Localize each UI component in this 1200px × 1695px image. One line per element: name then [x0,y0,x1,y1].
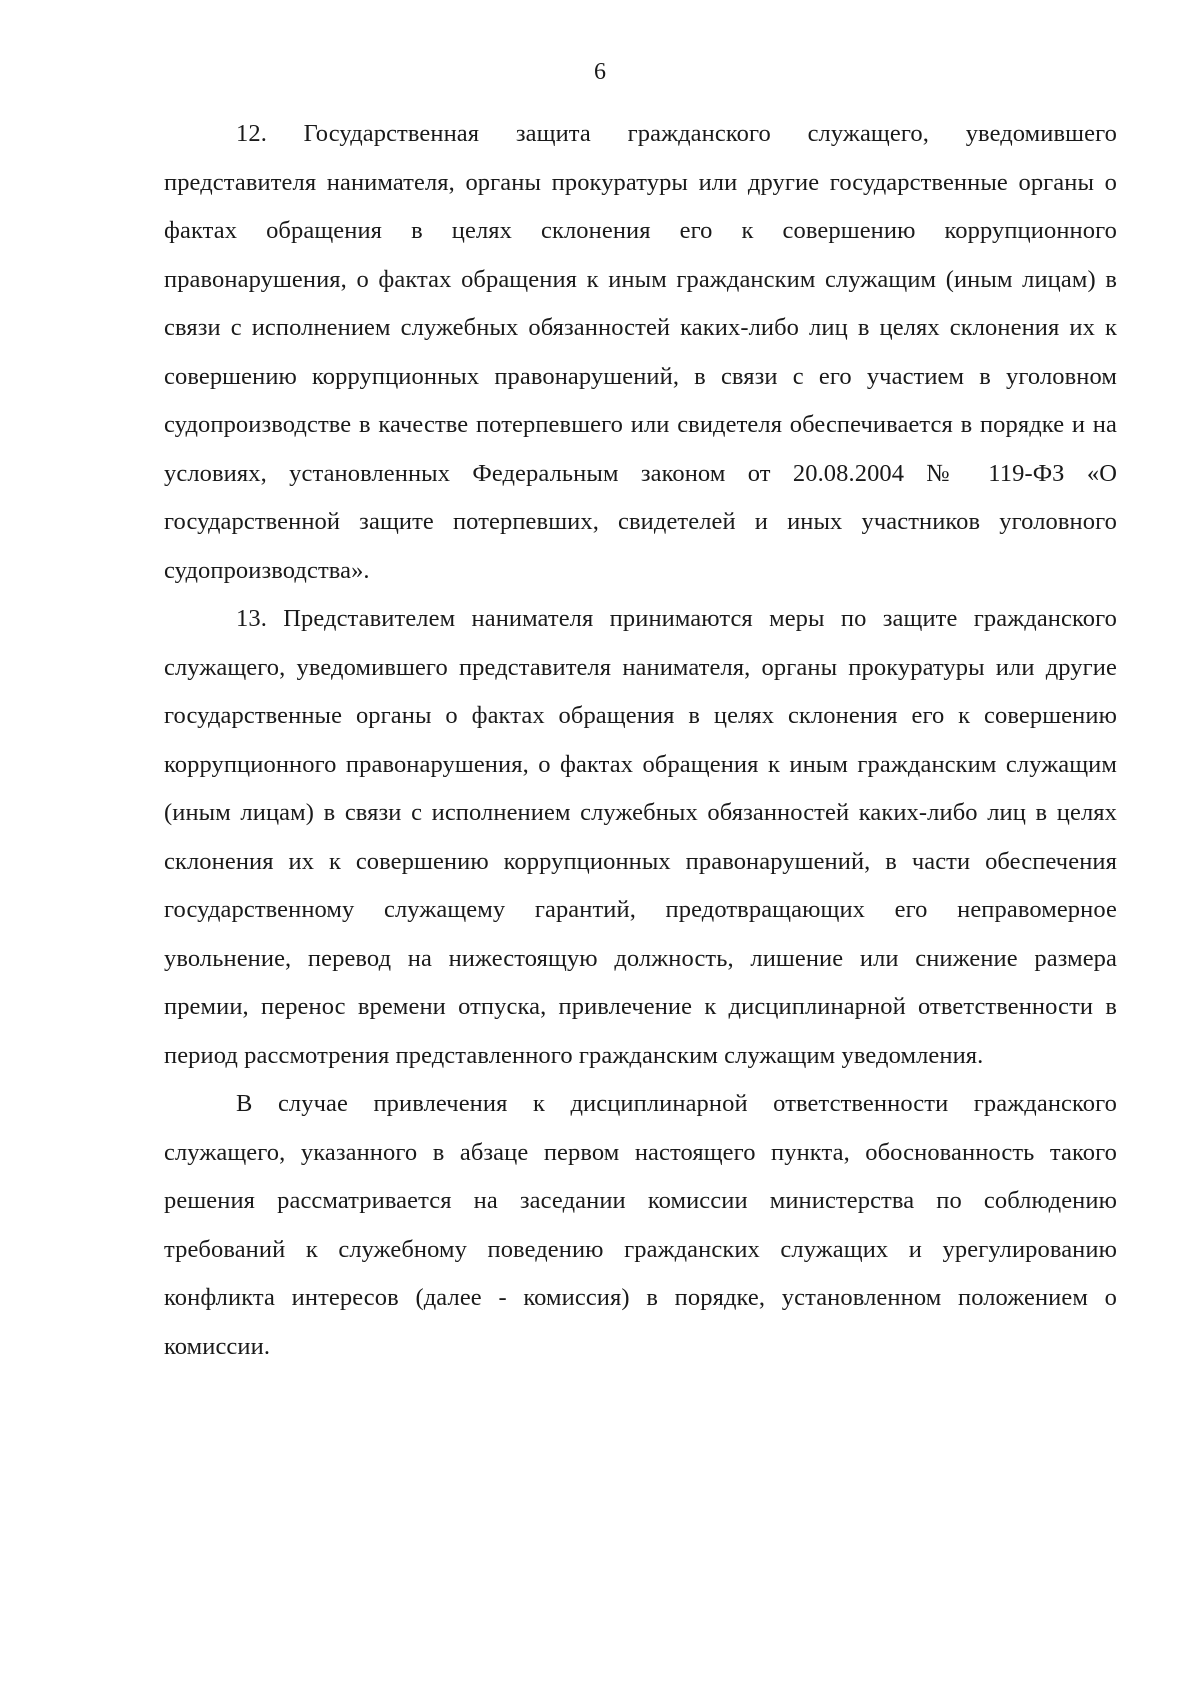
paragraph-13: 13. Представителем нанимателя принимаются меры по защите гражданского служащего, уведомившего представителя нанимателя, органы прокуратуры или другие государственные органы о фактах обращения в целях склонения его к совершению коррупционного правонарушения, о фактах обращения к иным гражданским служащим (иным лицам) в связи с исполнением служебных обязанностей каких-либо лиц в целях склонения их к совершению коррупционных правонарушений, в части обеспечения государственному служащему гарантий, предотвращающих его неправомерное увольнение, перевод на нижестоящую должность, лишение или снижение размера премии, перенос времени отпуска, привлечение к дисциплинарной ответственности в период рассмотрения представленного гражданским служащим уведомления. [164,605,1117,1069]
paragraph-12: 12. Государственная защита гражданского служащего, уведомившего представителя нанимателя, органы прокуратуры или другие государственные органы о фактах обращения в целях склонения его к совершению коррупционного правонарушения, о фактах обращения к иным гражданским служащим (иным лицам) в связи с исполнением служебных обязанностей каких-либо лиц в целях склонения их к совершению коррупционных правонарушений, в связи с его участием в уголовном судопроизводстве в качестве потерпевшего или свидетеля обеспечивается в порядке и на условиях, установленных Федеральным законом от 20.08.2004 № 119-ФЗ «О государственной защите потерпевших, свидетелей и иных участников уголовного судопроизводства». [164,120,1117,584]
page-number: 6 [594,59,606,85]
paragraph-13-disciplinary: В случае привлечения к дисциплинарной ответственности гражданского служащего, указанного в абзаце первом настоящего пункта, обоснованность такого решения рассматривается на заседании комиссии министерства по соблюдению требований к служебному поведению гражданских служащих и урегулированию конфликта интересов (далее - комиссия) в порядке, установленном положением о комиссии. [164,1090,1117,1360]
document-body [164,110,1117,1371]
